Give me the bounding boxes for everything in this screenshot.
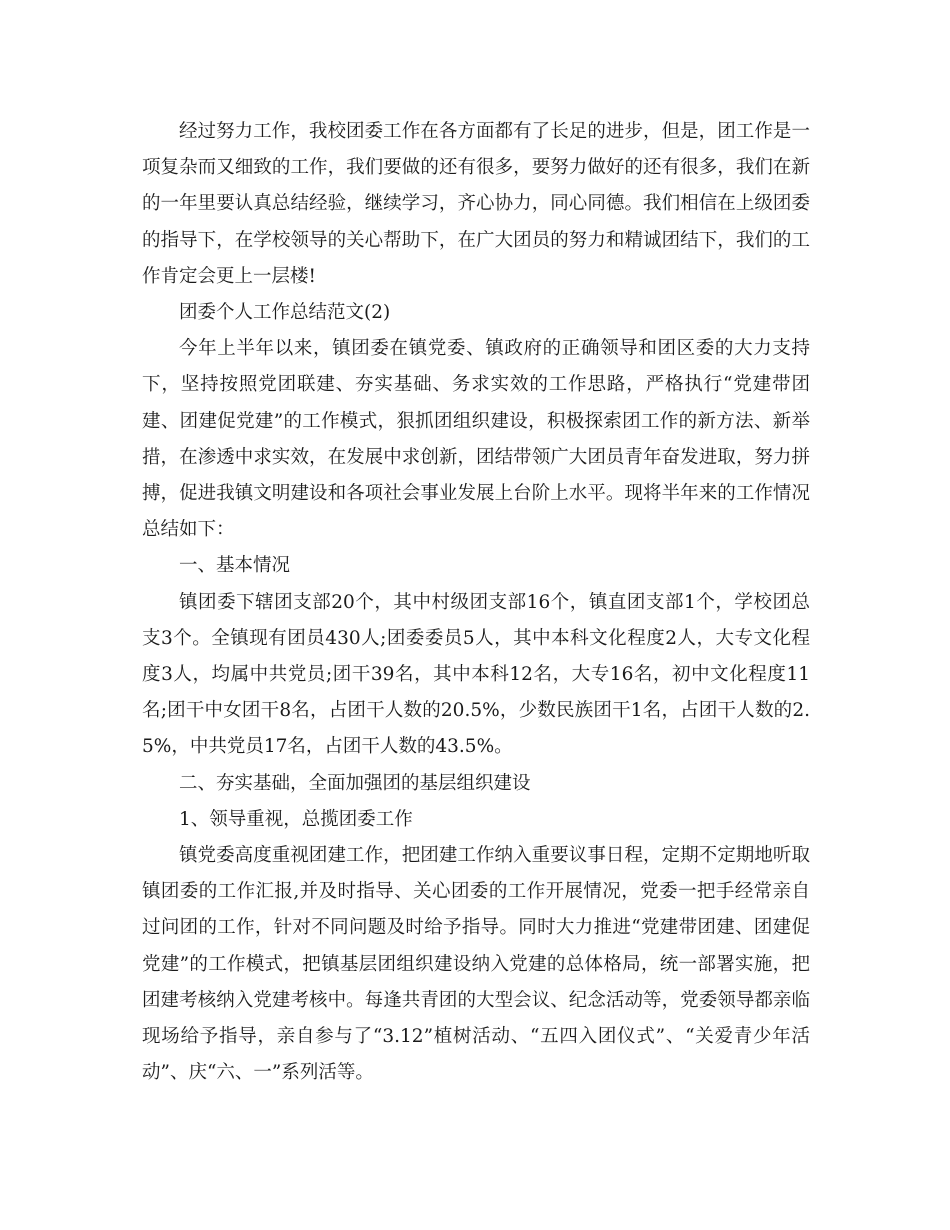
heading-basic-situation: 一、基本情况: [179, 555, 291, 577]
document-body: [142, 114, 810, 1091]
closing-paragraph: 经过努力工作，我校团委工作在各方面都有了长足的进步，但是，团工作是一项复杂而又细致的工作，我们要做的还有很多，要努力做好的还有很多，我们在新的一年里要认真总结经验，继续学习，齐心协力，同心同德。我们相信在上级团委的指导下，在学校领导的关心帮助下，在广大团员的努力和精诚团结下，我们的工作肯定会更上一层楼!: [142, 121, 810, 287]
subheading-leadership: 1、领导重视，总揽团委工作: [179, 808, 413, 830]
leadership-paragraph: 镇党委高度重视团建工作，把团建工作纳入重要议事日程，定期不定期地听取镇团委的工作汇报,并及时指导、关心团委的工作开展情况，党委一把手经常亲自过问团的工作，针对不同问题及时给予指导。同时大力推进“党建带团建、团建促党建”的工作模式，把镇基层团组织建设纳入党建的总体格局，统一部署实施，把团建考核纳入党建考核中。每逢共青团的大型会议、纪念活动等，党委领导都亲临现场给予指导，亲自参与了“3.12”植树活动、“五四入团仪式”、“关爱青少年活动”、庆“六、一”系列活等。: [142, 845, 810, 1084]
statistics-paragraph: 镇团委下辖团支部20个，其中村级团支部16个，镇直团支部1个，学校团总支3个。全镇现有团员430人;团委委员5人，其中本科文化程度2人，大专文化程度3人，均属中共党员;团干39名，其中本科12名，大专16名，初中文化程度11名;团干中女团干8名，占团干人数的20.5%，少数民族团干1名，占团干人数的2.5%，中共党员17名，占团干人数的43.5%。: [142, 591, 810, 758]
section-title: 团委个人工作总结范文(2): [179, 302, 391, 324]
intro-paragraph: 今年上半年以来，镇团委在镇党委、镇政府的正确领导和团区委的大力支持下，坚持按照党团联建、夯实基础、务求实效的工作思路，严格执行“党建带团建、团建促党建”的工作模式，狠抓团组织建设，积极探索团工作的新方法、新举措，在渗透中求实效，在发展中求创新，团结带领广大团员青年奋发进取，努力拼搏，促进我镇文明建设和各项社会事业发展上台阶上水平。现将半年来的工作情况总结如下：: [142, 338, 810, 541]
heading-grassroots-organization: 二、夯实基础，全面加强团的基层组织建设: [179, 772, 531, 794]
